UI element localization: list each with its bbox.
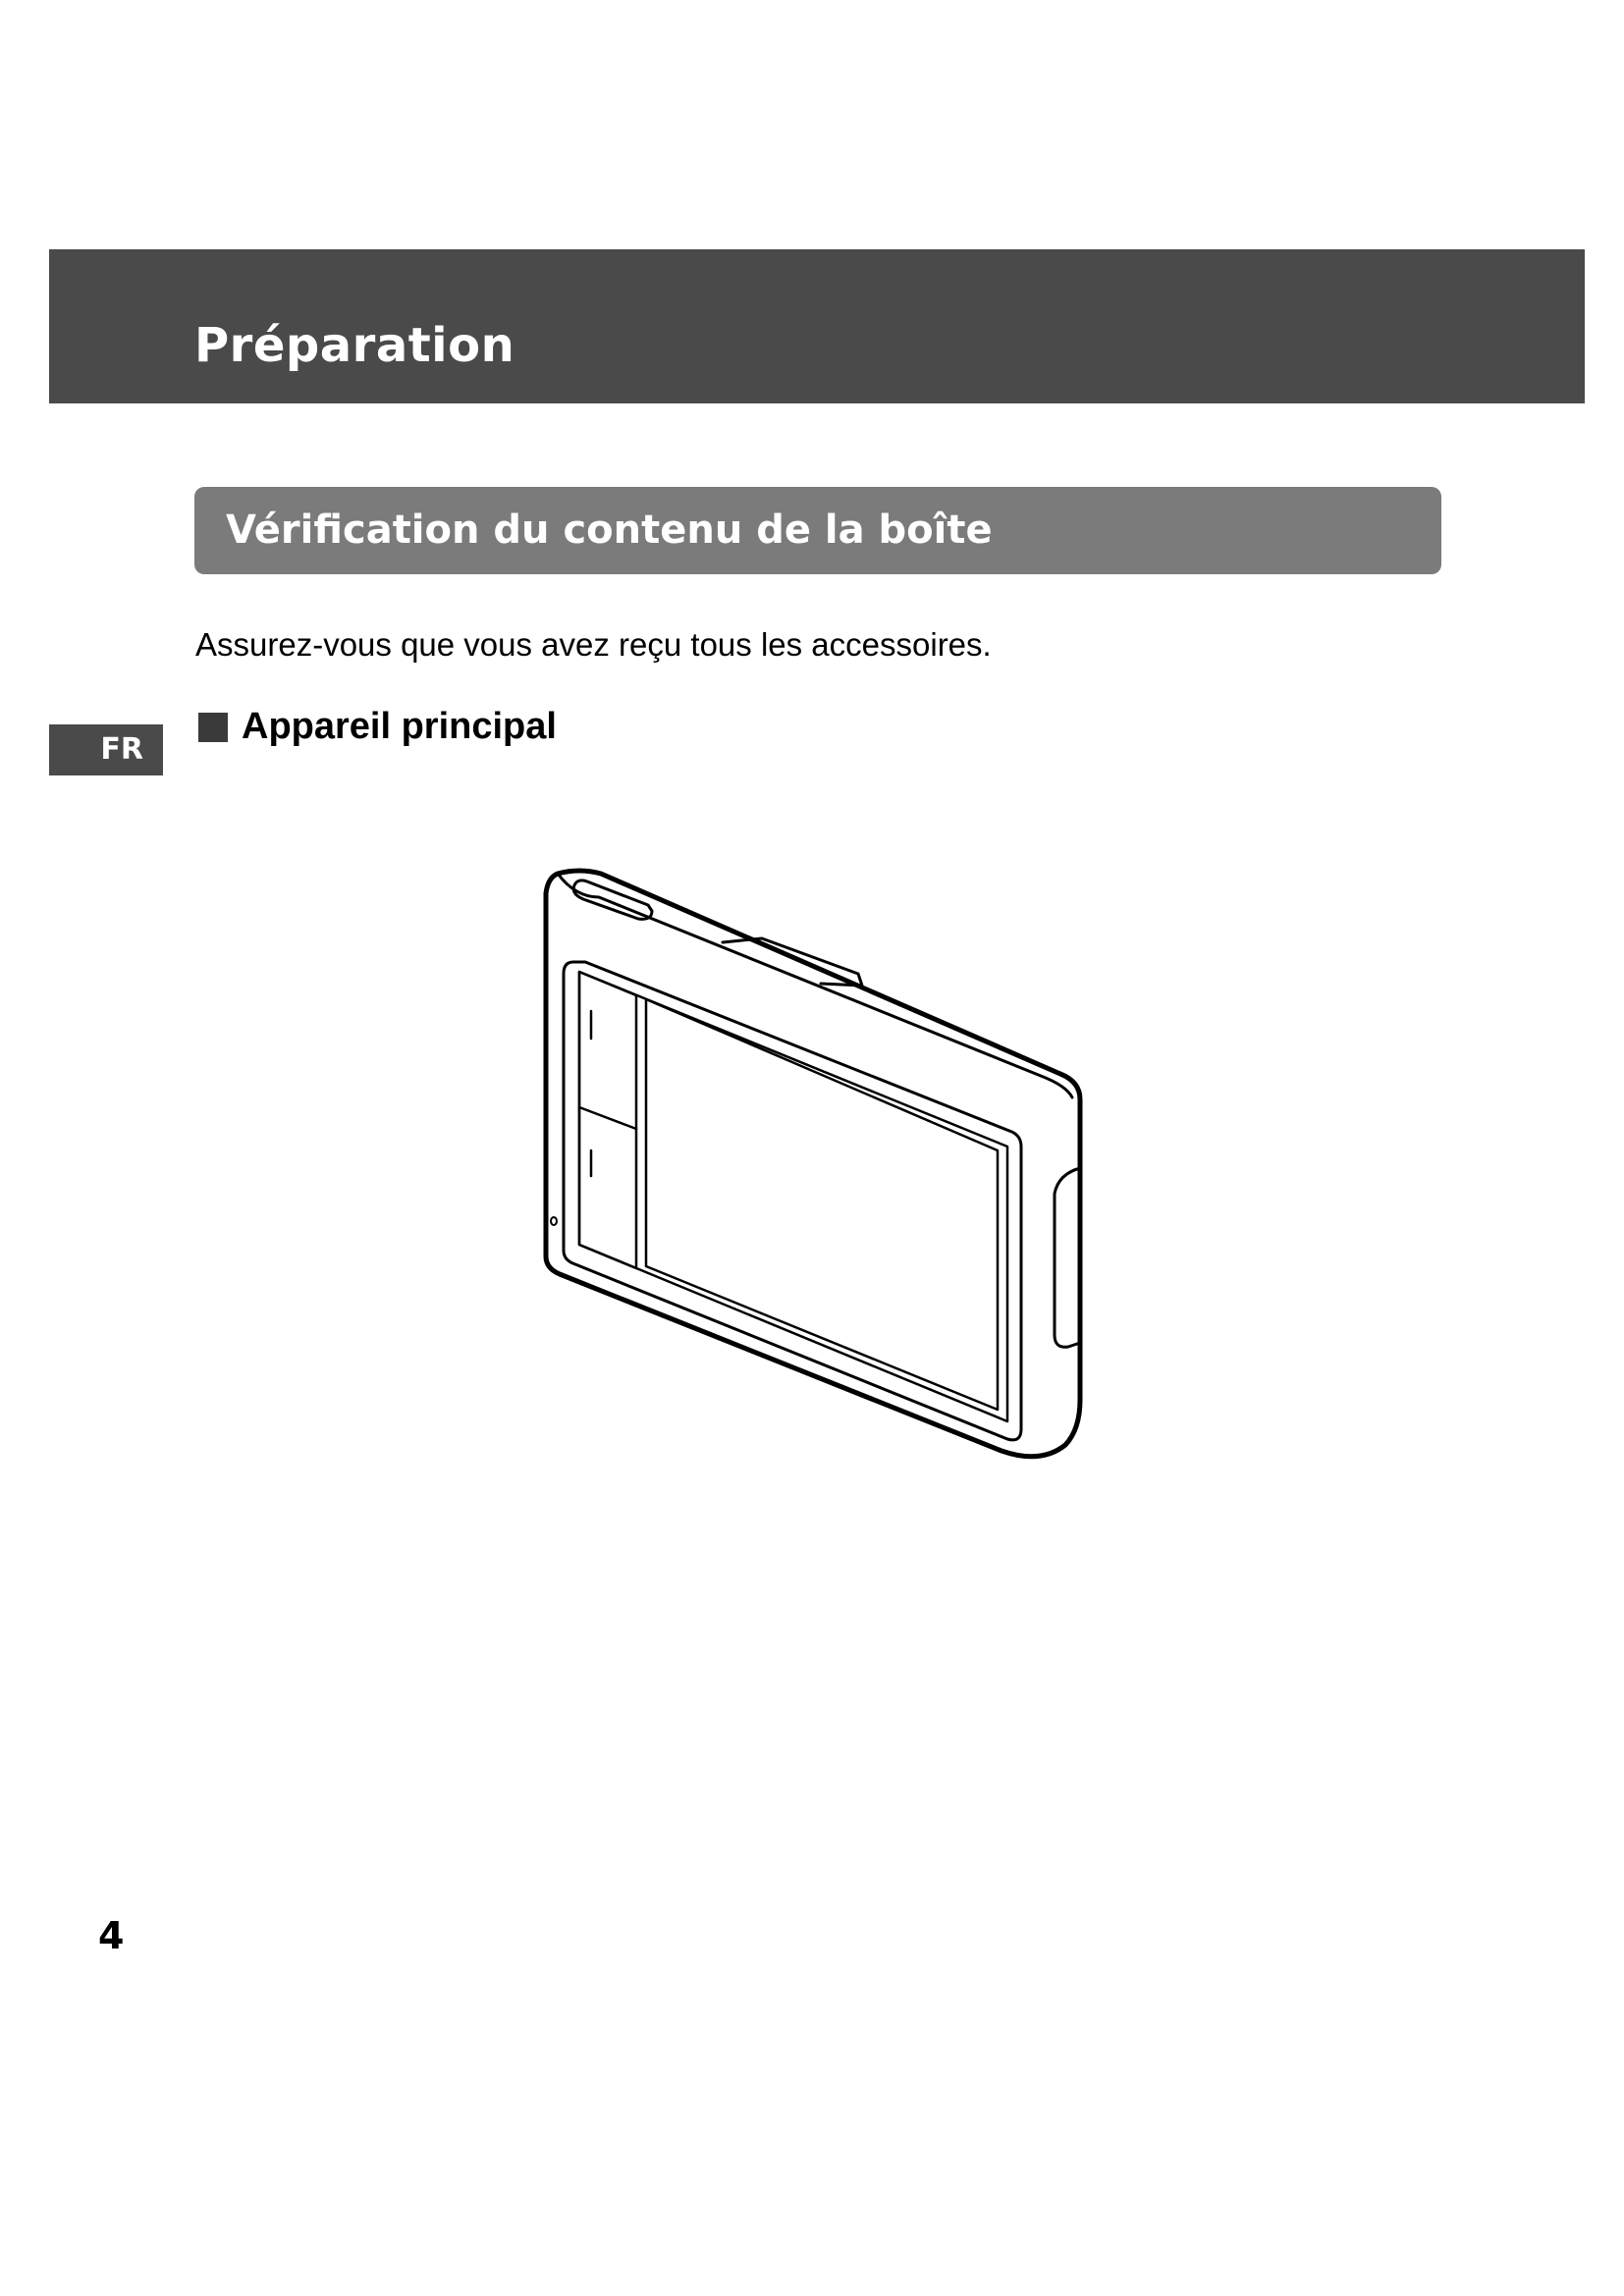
subsection-heading: [198, 705, 557, 750]
subsection-title: Appareil principal: [242, 706, 557, 747]
section-title: Vérification du contenu de la boîte: [226, 507, 993, 553]
page-number: 4: [98, 1914, 125, 1957]
language-tab: [49, 724, 163, 775]
chapter-header: [49, 249, 1585, 403]
main-device-illustration: [530, 864, 1110, 1472]
section-header: [194, 487, 1441, 574]
intro-text: Assurez-vous que vous avez reçu tous les accessoires.: [195, 626, 992, 663]
chapter-title: Préparation: [194, 318, 515, 373]
square-bullet-icon: [198, 713, 228, 742]
language-code: FR: [100, 732, 143, 767]
